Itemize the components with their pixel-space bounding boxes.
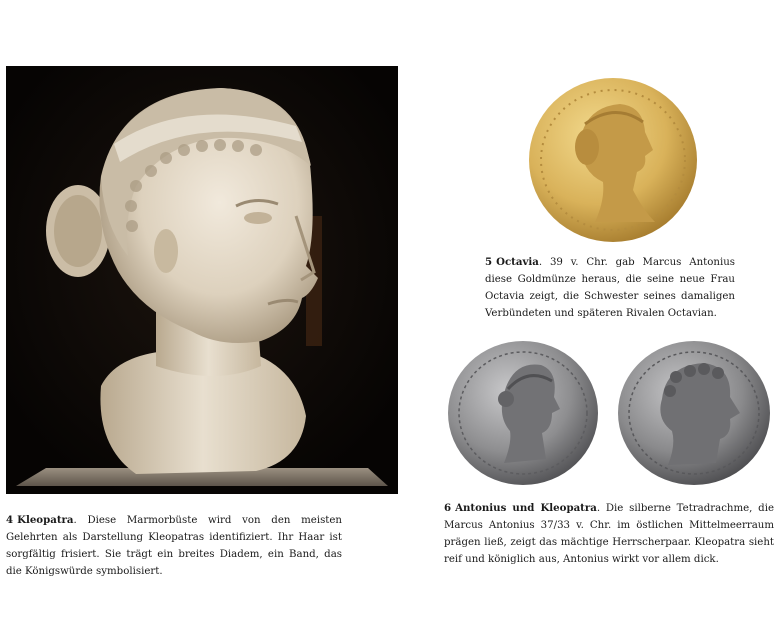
- caption-title: Octavia: [496, 256, 539, 268]
- cleopatra-tetradrachm-obverse-icon: [446, 339, 601, 487]
- caption-figure-4: [6, 512, 342, 580]
- cleopatra-bust-photo: [6, 66, 398, 494]
- cleopatra-tetradrachm-obverse-image: [446, 339, 601, 487]
- caption-title: Kleopatra: [17, 514, 74, 526]
- caption-number: 5: [485, 256, 493, 268]
- antonius-tetradrachm-reverse-icon: [616, 339, 773, 487]
- caption-text: . Die silberne Tetradrachme, die Marcus Antonius 37/33 v. Chr. im östlichen Mittelmeerraum prägen ließ, zeigt das mächtige Herrscherpaar. Kleopatra sieht reif und königlich aus, Antonius wirkt vor allem dick.: [444, 503, 774, 565]
- caption-title: Antonius und Kleopatra: [455, 502, 597, 514]
- octavia-gold-coin-icon: [525, 72, 701, 248]
- caption-number: 6: [444, 502, 452, 514]
- octavia-gold-coin-image: [525, 72, 701, 248]
- caption-number: 4: [6, 514, 14, 526]
- caption-figure-5: [485, 254, 735, 322]
- cleopatra-bust-icon: [6, 66, 398, 494]
- caption-text: . Diese Marmorbüste wird von den meisten Gelehrten als Darstellung Kleopatras identifiziert. Ihr Haar ist sorgfältig frisiert. Sie trägt ein breites Diadem, ein Band, das die Königswürde symbolisiert.: [6, 515, 342, 577]
- caption-text: . 39 v. Chr. gab Marcus Antonius diese Goldmünze heraus, die seine neue Frau Octavia zeigt, die Schwester seines damaligen Verbündeten und späteren Rivalen Octavian.: [485, 257, 735, 319]
- antonius-tetradrachm-reverse-image: [616, 339, 773, 487]
- caption-figure-6: [444, 500, 774, 568]
